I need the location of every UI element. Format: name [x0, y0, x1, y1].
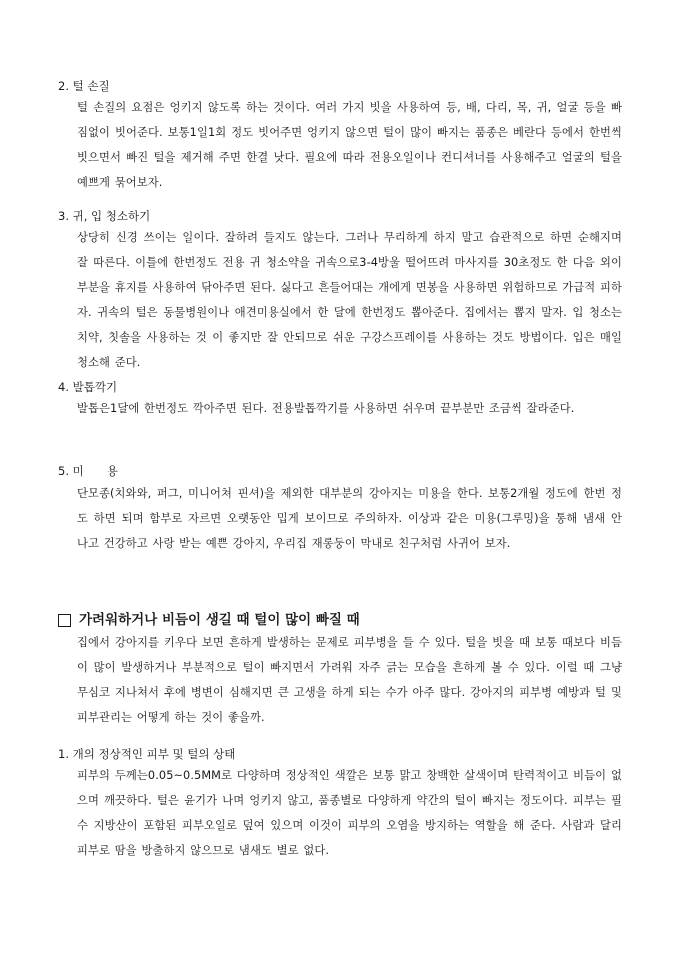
section-heading-nail-clipping: 4. 발톱깍기	[58, 380, 118, 394]
section-body-beauty: 단모종(치와와, 퍼그, 미니어쳐 핀셔)을 제외한 대부분의 강아지는 미용을 한다. 보통2개월 정도에 한번 정도 하면 되며 함부로 자르면 오랫동안 밉게 보이므로 주의하자. 이상과 같은 미용(그루밍)을 통해 냄새 안 나고 건강하고 사랑 받는 예쁜 강아지, 우리집 재롱둥이 막내로 친구처럼 사귀어 보자.	[77, 487, 622, 550]
section-body-grooming: 털 손질의 요점은 엉키지 않도록 하는 것이다. 여러 가지 빗을 사용하여 등, 배, 다리, 목, 귀, 얼굴 등을 빠짐없이 빗어준다. 보통1일1회 정도 빗어주면 엉키지 않으면 털이 많이 빠지는 품종은 베란다 등에서 한번씩 빗으면서 빠진 털을 제거해 주면 한결 낫다. 필요에 따라 전용오일이나 컨디셔너를 사용해주고 얼굴의 털을 예쁘게 묶어보자.	[77, 101, 622, 189]
section-body-ear-mouth-cleaning: 상당히 신경 쓰이는 일이다. 잘하려 들지도 않는다. 그러나 무리하게 하지 말고 습관적으로 하면 순해지며 잘 따른다. 이틀에 한번정도 전용 귀 청소약을 귀속으로3-4방울 떨어뜨려 마사지를 30초정도 한 다음 외이부분을 휴지를 사용하여 닦아주면 된다. 싫다고 흔들어대는 개에게 면봉을 사용하면 위험하므로 가급적 피하자. 귀속의 털은 동물병원이나 애견미용실에서 한 달에 한번정도 뽑아준다. 집에서는 뽑지 말자. 입 청소는 치약, 칫솔을 사용하는 것 이 좋지만 잘 안되므로 쉬운 구강스프레이를 사용하는 것도 방법이다. 입은 매일 청소해 준다.	[77, 231, 622, 369]
checkbox-square-icon	[58, 614, 71, 627]
section-heading-beauty: 5. 미 용	[58, 464, 118, 478]
major-section-title-text: 가려워하거나 비듬이 생길 때 털이 많이 빠질 때	[79, 612, 360, 628]
sub-heading-normal-skin: 1. 개의 정상적인 피부 및 털의 상태	[58, 747, 236, 761]
section-body-nail-clipping: 발톱은1달에 한번정도 깍아주면 된다. 전용발톱깍기를 사용하면 쉬우며 끝부분만 조금씩 잘라준다.	[77, 402, 575, 415]
major-section-intro: 집에서 강아지를 키우다 보면 흔하게 발생하는 문제로 피부병을 들 수 있다. 털을 빗을 때 보통 때보다 비듬이 많이 발생하거나 부분적으로 털이 빠지면서 가려워 자주 긁는 모습을 흔하게 볼 수 있다. 이럴 때 그냥 무심코 지나쳐서 후에 병변이 심해지면 큰 고생을 하게 되는 수가 아주 많다. 강아지의 피부병 예방과 털 및 피부관리는 어떻게 하는 것이 좋을까.	[77, 636, 622, 724]
section-heading-ear-mouth-cleaning: 3. 귀, 입 청소하기	[58, 209, 151, 223]
major-section-title	[58, 611, 360, 629]
sub-body-normal-skin: 피부의 두께는0.05~0.5MM로 다양하며 정상적인 색깔은 보통 맑고 창백한 살색이며 탄력적이고 비듬이 없으며 깨끗하다. 털은 윤기가 나며 엉키지 않고, 품종별로 다양하게 약간의 털이 빠지는 정도이다. 피부는 필수 지방산이 포함된 피부오일로 덮여 있으며 이것이 피부의 오염을 방지하는 역할을 해 준다. 사람과 달리 피부로 땀을 방출하지 않으므로 냄새도 별로 없다.	[77, 769, 622, 857]
section-heading-grooming: 2. 털 손질	[58, 79, 110, 93]
